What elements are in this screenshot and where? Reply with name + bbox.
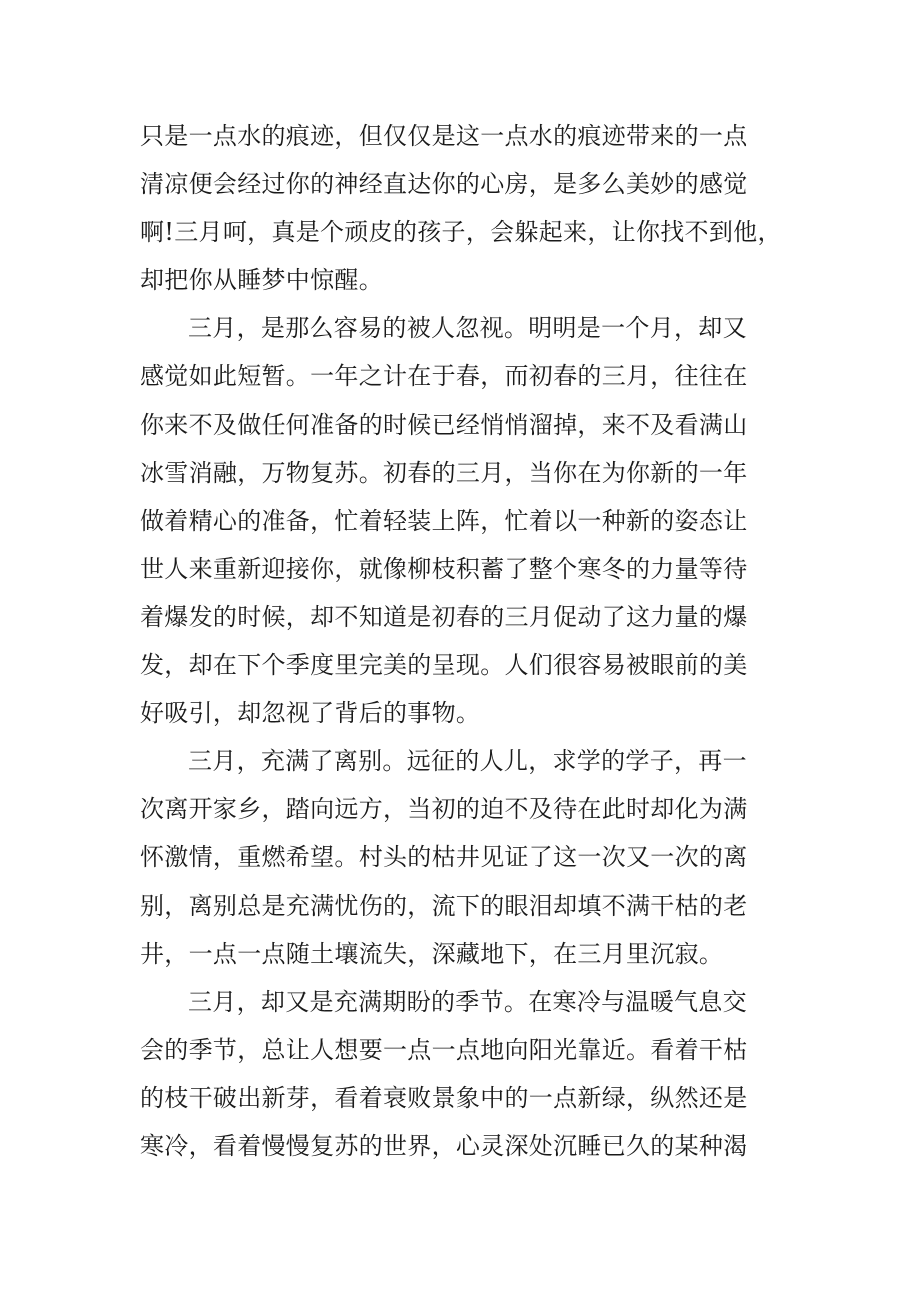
text-line: 却把你从睡梦中惊醒。 [140, 266, 383, 295]
text-line: 发，却在下个季度里完美的呈现。人们很容易被眼前的美 [140, 651, 748, 680]
text-line: 次离开家乡，踏向远方，当初的迫不及待在此时却化为满 [140, 795, 748, 824]
text-line: 的枝干破出新芽，看着衰败景象中的一点新绿，纵然还是 [140, 1083, 748, 1112]
text-line: 井，一点一点随土壤流失，深藏地下，在三月里沉寂。 [140, 939, 724, 968]
text-line: 世人来重新迎接你，就像柳枝积蓄了整个寒冬的力量等待 [140, 554, 748, 583]
text-line: 着爆发的时候，却不知道是初春的三月促动了这力量的爆 [140, 602, 748, 631]
text-line: 感觉如此短暂。一年之计在于春，而初春的三月，往往在 [140, 362, 748, 391]
text-line: 清凉便会经过你的神经直达你的心房，是多么美妙的感觉 [140, 170, 748, 199]
paragraph-start-line: 三月，是那么容易的被人忽视。明明是一个月，却又 [188, 314, 747, 343]
text-line: 啊!三月呵，真是个顽皮的孩子，会躲起来，让你找不到他， [140, 218, 782, 247]
text-line: 冰雪消融，万物复苏。初春的三月，当你在为你新的一年 [140, 458, 748, 487]
text-line: 你来不及做任何准备的时候已经悄悄溜掉，来不及看满山 [140, 410, 748, 439]
text-line: 怀激情，重燃希望。村头的枯井见证了这一次又一次的离 [140, 843, 748, 872]
text-line: 做着精心的准备，忙着轻装上阵，忙着以一种新的姿态让 [140, 506, 748, 535]
text-line: 别，离别总是充满忧伤的，流下的眼泪却填不满干枯的老 [140, 891, 748, 920]
text-line: 好吸引，却忽视了背后的事物。 [140, 699, 481, 728]
article-body [140, 112, 780, 1170]
paragraph-start-line: 三月，却又是充满期盼的季节。在寒冷与温暖气息交 [188, 987, 747, 1016]
text-line: 只是一点水的痕迹，但仅仅是这一点水的痕迹带来的一点 [140, 122, 748, 150]
paragraph-start-line: 三月，充满了离别。远征的人儿，求学的学子，再一 [188, 747, 747, 776]
text-line: 寒冷，看着慢慢复苏的世界，心灵深处沉睡已久的某种渴 [140, 1131, 748, 1160]
text-line: 会的季节，总让人想要一点一点地向阳光靠近。看着干枯 [140, 1035, 748, 1064]
